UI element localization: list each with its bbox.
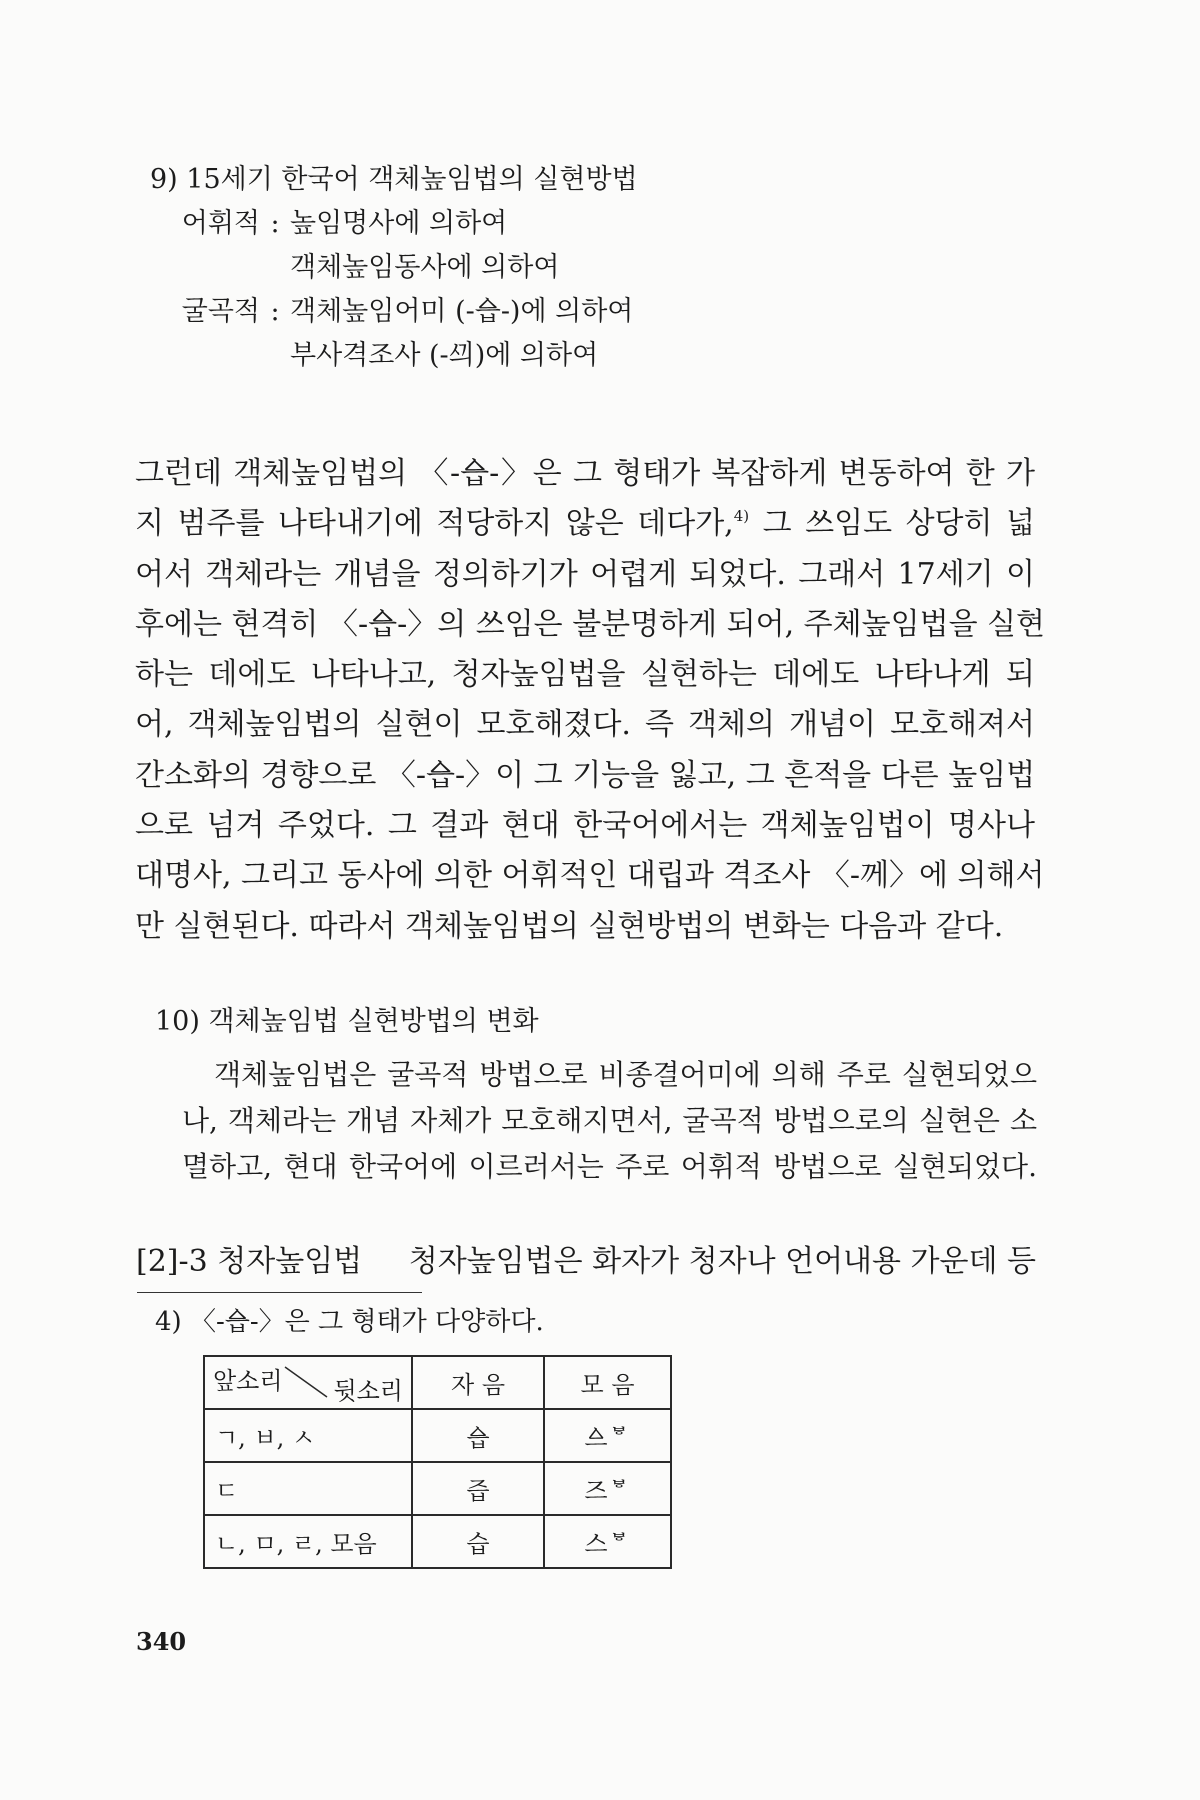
page-number: 340 bbox=[136, 1627, 187, 1656]
example-9-category bbox=[150, 246, 260, 290]
paragraph-line: 간소화의 경향으로 〈-ᅀᅳᆸ-〉이 그 기능을 잃고, 그 흔적을 다른 높임법 bbox=[135, 757, 1036, 793]
table-header-cell: 자 음 bbox=[412, 1356, 544, 1409]
table-row bbox=[204, 1462, 671, 1515]
example-10-heading: 10) 객체높임법 실현방법의 변화 bbox=[155, 1006, 539, 1037]
example-10-line: 나, 객체라는 개념 자체가 모호해지면서, 굴곡적 방법으로의 실현은 소 bbox=[182, 1104, 1037, 1137]
table-cell: ㄴ, ㅁ, ㄹ, 모음 bbox=[204, 1515, 412, 1568]
footnote: 4) 〈-ᅀᅳᆸ-〉은 그 형태가 다양하다. bbox=[155, 1307, 544, 1337]
table-cell: 즙 bbox=[412, 1462, 544, 1515]
table-cell: ㄱ, ㅂ, ㅅ bbox=[204, 1409, 412, 1462]
paragraph-line: 대명사, 그리고 동사에 의한 어휘적인 대립과 격조사 〈-께〉에 의해서 bbox=[135, 858, 1045, 894]
sound-table bbox=[203, 1355, 672, 1569]
paragraph-line: 어서 객체라는 개념을 정의하기가 어렵게 되었다. 그래서 17세기 이 bbox=[135, 556, 1035, 592]
example-9-row bbox=[150, 334, 638, 378]
footnote-ref: 4) bbox=[733, 507, 750, 526]
example-10-line: 객체높임법은 굴곡적 방법으로 비종결어미에 의해 주로 실현되었으 bbox=[214, 1058, 1037, 1091]
paragraph-line: 그런데 객체높임법의 〈-ᅀᅳᆸ-〉은 그 형태가 복잡하게 변동하여 한 가 bbox=[135, 456, 1035, 491]
example-9-text: 부사격조사 (-ᄭᅴ)에 의하여 bbox=[290, 340, 599, 371]
example-9-text: 높임명사에 의하여 bbox=[290, 208, 508, 239]
section-label: [2]-3 청자높임법 bbox=[136, 1244, 363, 1279]
table-row bbox=[204, 1409, 671, 1462]
example-9-colon bbox=[260, 334, 290, 378]
table-header-row bbox=[204, 1356, 671, 1409]
paragraph-line: 으로 넘겨 주었다. 그 결과 현대 한국어에서는 객체높임법이 명사나 bbox=[135, 808, 1035, 844]
table-corner-header bbox=[204, 1356, 412, 1409]
table-cell: ㄷ bbox=[204, 1462, 412, 1515]
section-text: 청자높임법은 화자가 청자나 언어내용 가운데 등 bbox=[408, 1244, 1036, 1279]
example-9-row bbox=[150, 202, 638, 246]
example-9-colon: : bbox=[270, 208, 280, 239]
table-cell: ᅀᅳᄫ bbox=[544, 1409, 671, 1462]
example-9-colon: : bbox=[270, 296, 280, 327]
table-cell: 습 bbox=[412, 1515, 544, 1568]
example-9 bbox=[150, 158, 638, 378]
corner-left-label: 앞소리 bbox=[213, 1367, 283, 1395]
example-9-colon bbox=[260, 246, 290, 290]
example-9-category bbox=[150, 334, 260, 378]
body-paragraph bbox=[135, 449, 1046, 952]
table-header-cell: 모 음 bbox=[544, 1356, 671, 1409]
corner-right-label: 뒷소리 bbox=[333, 1377, 403, 1405]
example-9-category: 어휘적 bbox=[181, 208, 260, 239]
example-9-category: 굴곡적 bbox=[181, 296, 260, 327]
example-9-heading: 9) 15세기 한국어 객체높임법의 실현방법 bbox=[150, 164, 638, 195]
table-cell: ᅀᅳᆸ bbox=[412, 1409, 544, 1462]
example-9-text: 객체높임동사에 의하여 bbox=[290, 252, 560, 283]
paragraph-line: 지 범주를 나타내기에 적당하지 않은 데다가,$^{4)}$ 그 쓰임도 상당히 넓 bbox=[135, 506, 1036, 542]
table-row bbox=[204, 1515, 671, 1568]
paragraph-line: 하는 데에도 나타나고, 청자높임법을 실현하는 데에도 나타나게 되 bbox=[135, 657, 1035, 693]
section-heading-line bbox=[136, 1239, 1036, 1285]
example-10-line: 멸하고, 현대 한국어에 이르러서는 주로 어휘적 방법으로 실현되었다. bbox=[182, 1150, 1037, 1183]
paragraph-line: 어, 객체높임법의 실현이 모호해졌다. 즉 객체의 개념이 모호해져서 bbox=[135, 707, 1035, 743]
paragraph-line: 만 실현된다. 따라서 객체높임법의 실현방법의 변화는 다음과 같다. bbox=[135, 908, 1004, 944]
table-cell: 즈ᄫ bbox=[544, 1462, 671, 1515]
table-cell: 스ᄫ bbox=[544, 1515, 671, 1568]
example-9-row bbox=[150, 246, 638, 290]
footnote-rule bbox=[137, 1292, 422, 1293]
example-9-row bbox=[150, 290, 638, 334]
example-9-text: 객체높임어미 (-ᅀᅳᆸ-)에 의하여 bbox=[290, 296, 634, 327]
example-10-text bbox=[182, 1052, 1037, 1190]
paragraph-line: 후에는 현격히 〈-ᅀᅳᆸ-〉의 쓰임은 불분명하게 되어, 주체높임법을 실현 bbox=[135, 606, 1046, 642]
